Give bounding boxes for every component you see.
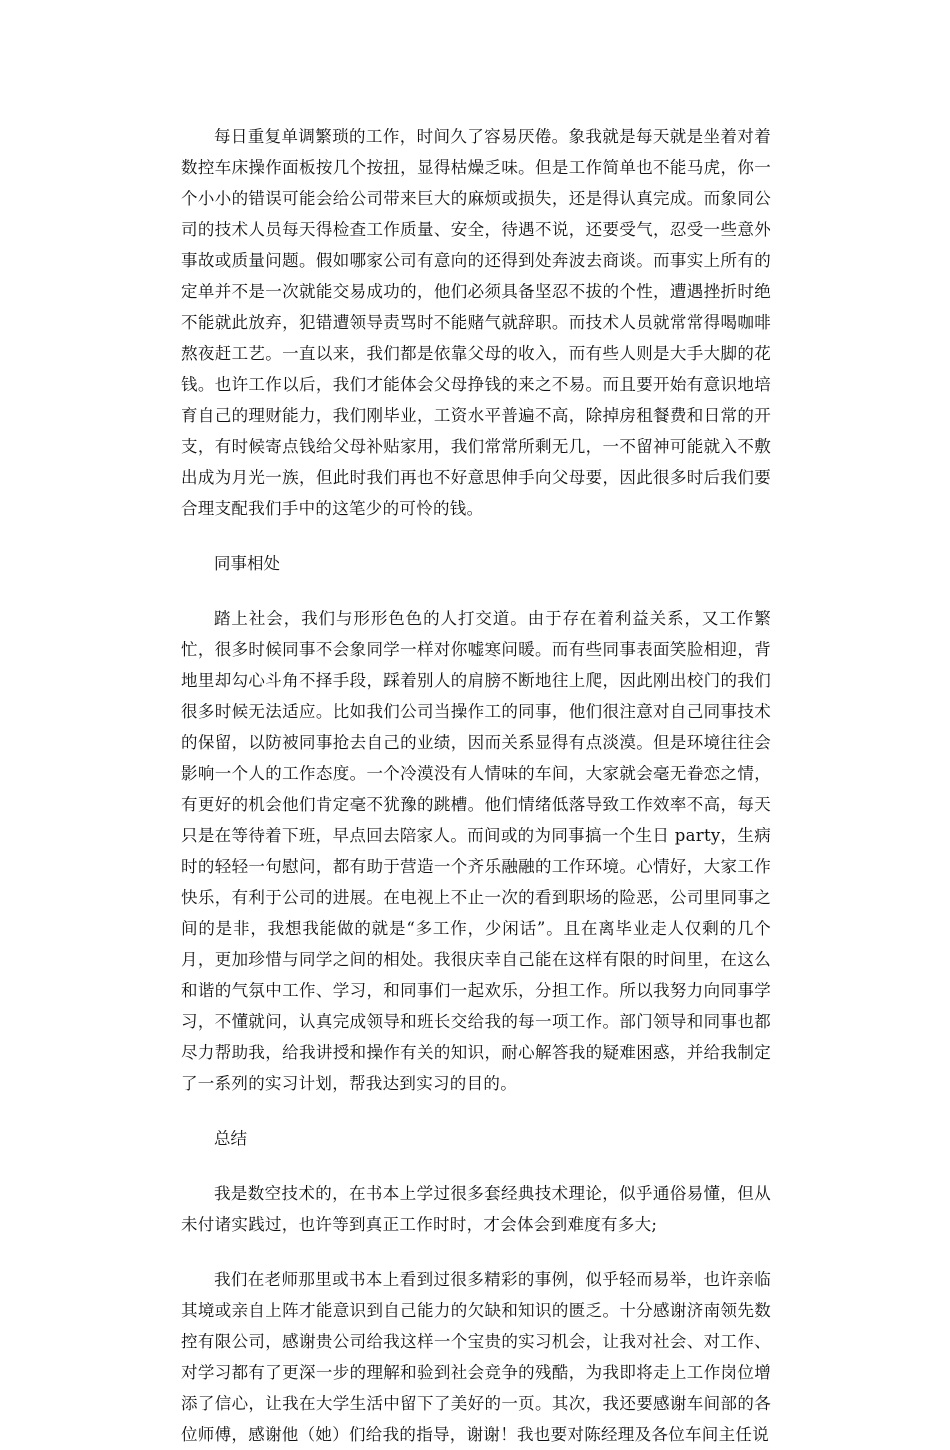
paragraph-summary-thanks: 我们在老师那里或书本上看到过很多精彩的事例，似乎轻而易举，也许亲临其境或亲自上阵才能意识到自己能力的欠缺和知识的匮乏。十分感谢济南领先数控有限公司，感谢贵公司给我这样一个宝贵的实习机会，让我对社会、对工作、对学习都有了更深一步的理解和验到社会竞争的残酷，为我即将走上工作岗位增添了信心，让我在大学生活中留下了美好的一页。其次，我还要感谢车间部的各位师傅，感谢他（她）们给我的指导，谢谢！我也要对陈经理及各位车间主任说 (181, 1270, 771, 1444)
paragraph-work-routine: 每日重复单调繁琐的工作，时间久了容易厌倦。象我就是每天就是坐着对着数控车床操作面板按几个按扭，显得枯燥乏味。但是工作简单也不能马虎，你一个小小的错误可能会给公司带来巨大的麻烦或损失，还是得认真完成。而象同公司的技术人员每天得检查工作质量、安全，待遇不说，还要受气，忍受一些意外事故或质量问题。假如哪家公司有意向的还得到处奔波去商谈。而事实上所有的定单并不是一次就能交易成功的，他们必须具备坚忍不拔的个性，遭遇挫折时绝不能就此放弃，犯错遭领导责骂时不能赌气就辞职。而技术人员就常常得喝咖啡熬夜赶工艺。一直以来，我们都是依靠父母的收入，而有些人则是大手大脚的花钱。也许工作以后，我们才能体会父母挣钱的来之不易。而且要开始有意识地培育自己的理财能力，我们刚毕业，工资水平普遍不高，除掉房租餐费和日常的开支，有时候寄点钱给父母补贴家用，我们常常所剩无几，一不留神可能就入不敷出成为月光一族，但此时我们再也不好意思伸手向父母要，因此很多时后我们要合理支配我们手中的这笔少的可怜的钱。 (181, 127, 771, 518)
heading-colleagues: 同事相处 (214, 554, 280, 573)
paragraph-colleagues: 踏上社会，我们与形形色色的人打交道。由于存在着利益关系，又工作繁忙，很多时候同事不会象同学一样对你嘘寒问暖。而有些同事表面笑脸相迎，背地里却勾心斗角不择手段，踩着别人的肩膀不断地往上爬，因此刚出校门的我们很多时候无法适应。比如我们公司当操作工的同事，他们很注意对自己同事技术的保留，以防被同事抢去自己的业绩，因而关系显得有点淡漠。但是环境往往会影响一个人的工作态度。一个冷漠没有人情味的车间，大家就会毫无眷恋之情，有更好的机会他们肯定毫不犹豫的跳槽。他们情绪低落导致工作效率不高，每天只是在等待着下班，早点回去陪家人。而间或的为同事搞一个生日 party，生病时的轻轻一句慰问，都有助于营造一个齐乐融融的工作环境。心情好，大家工作快乐，有利于公司的进展。在电视上不止一次的看到职场的险恶，公司里同事之间的是非，我想我能做的就是“多工作，少闲话”。且在离毕业走人仅剩的几个月，更加珍惜与同学之间的相处。我很庆幸自己能在这样有限的时间里，在这么和谐的气氛中工作、学习，和同事们一起欢乐，分担工作。所以我努力向同事学习，不懂就问，认真完成领导和班长交给我的每一项工作。部门领导和同事也都尽力帮助我，给我讲授和操作有关的知识，耐心解答我的疑难困惑，并给我制定了一系列的实习计划，帮我达到实习的目的。 (181, 609, 771, 1093)
document-page (181, 121, 771, 1450)
paragraph-summary-theory: 我是数空技术的，在书本上学过很多套经典技术理论，似乎通俗易懂，但从未付诸实践过，也许等到真正工作时时，才会体会到难度有多大; (181, 1184, 771, 1234)
heading-summary: 总结 (214, 1129, 247, 1148)
